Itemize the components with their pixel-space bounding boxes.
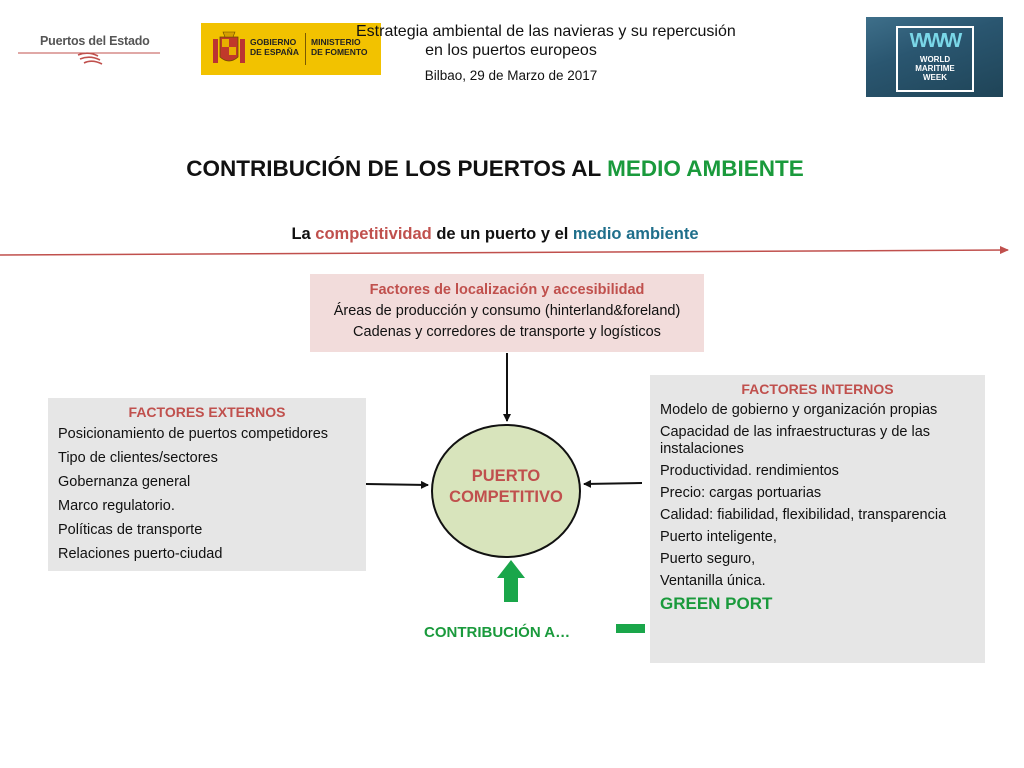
factores-externos-box: [48, 398, 366, 571]
factor-interno-item: Ventanilla única.: [660, 573, 766, 589]
factor-externo-item: Políticas de transporte: [58, 522, 203, 538]
arrow-internal-to-center: [584, 483, 642, 484]
subtitle-medio-ambiente: medio ambiente: [572, 225, 699, 243]
timeline-arrow: [0, 250, 1008, 255]
subtitle-competitividad: competitividad: [315, 225, 432, 243]
green-dash-icon: [616, 624, 645, 633]
subtitle-part3: de un puerto y el: [431, 225, 573, 243]
header-date: Bilbao, 29 de Marzo de 2017: [424, 68, 598, 83]
ministerio-text: MINISTERIO DE FOMENTO: [311, 37, 368, 57]
factor-interno-item: Puerto seguro,: [660, 551, 756, 567]
factores-internos-box: [650, 375, 985, 663]
factores-internos-heading: FACTORES INTERNOS: [741, 381, 894, 397]
localizacion-box: [310, 274, 704, 352]
header-title-line1: Estrategia ambiental de las navieras y su repercusión: [356, 23, 736, 40]
factor-interno-item: Capacidad de las infraestructuras y de las instalaciones: [660, 424, 931, 457]
factor-interno-item: Productividad. rendimientos: [660, 463, 839, 479]
factor-externo-item: Marco regulatorio.: [58, 498, 175, 514]
logo-text: Puertos del Estado: [40, 34, 150, 48]
main-title-highlight: MEDIO AMBIENTE: [607, 156, 804, 181]
subtitle-part1: La: [291, 225, 316, 243]
factor-externo-item: Gobernanza general: [58, 474, 191, 490]
circle-label-line1: PUERTO: [471, 467, 541, 485]
factor-interno-item: Precio: cargas portuarias: [660, 485, 822, 501]
header-title-line2: en los puertos europeos: [425, 42, 597, 59]
factor-externo-item: Relaciones puerto-ciudad: [58, 546, 223, 562]
gobierno-text: GOBIERNO DE ESPAÑA: [250, 37, 299, 57]
factor-externo-item: Tipo de clientes/sectores: [58, 450, 218, 466]
localizacion-item: Cadenas y corredores de transporte y logísticos: [353, 324, 661, 340]
wmw-letters: WWW: [909, 30, 961, 52]
circle-label-line2: COMPETITIVO: [449, 488, 563, 506]
arrow-external-to-center: [366, 484, 428, 485]
factores-externos-heading: FACTORES EXTERNOS: [128, 404, 286, 420]
contribucion-label: CONTRIBUCIÓN A…: [424, 624, 571, 641]
puerto-competitivo-label: [431, 466, 581, 508]
localizacion-item: Áreas de producción y consumo (hinterland&foreland): [333, 303, 681, 319]
factor-interno-item: Puerto inteligente,: [660, 529, 777, 545]
factor-interno-item: Modelo de gobierno y organización propias: [660, 402, 938, 418]
factor-interno-item: Calidad: fiabilidad, flexibilidad, transparencia: [660, 507, 947, 523]
factor-externo-item: Posicionamiento de puertos competidores: [58, 426, 329, 442]
wmw-text: WORLD MARITIME WEEK: [915, 55, 955, 82]
green-up-arrow-icon: [497, 560, 525, 602]
green-port-label: GREEN PORT: [660, 594, 773, 613]
main-title-prefix: CONTRIBUCIÓN DE LOS PUERTOS AL: [186, 156, 608, 181]
localizacion-heading: Factores de localización y accesibilidad: [369, 282, 645, 298]
